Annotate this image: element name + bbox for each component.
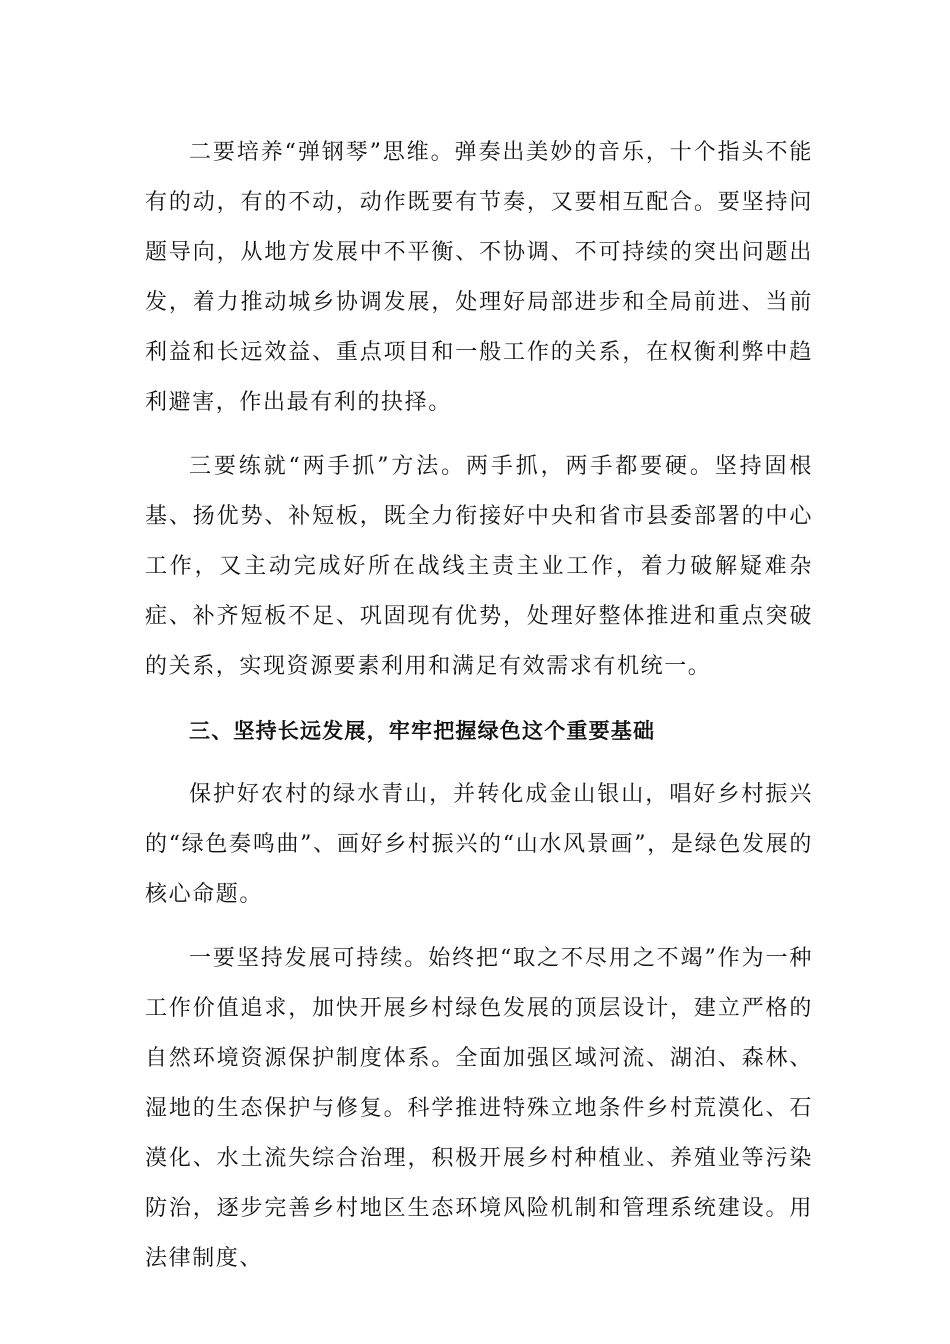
paragraph-two-hands-method: 三要练就“两手抓”方法。两手抓，两手都要硬。坚持固根基、扬优势、补短板，既全力衔接好中央和省市县委部署的中心工作，又主动完成好所在战线主责主业工作，着力破解疑难杂症、补齐短板不足、巩固现有优势，处理好整体推进和重点突破的关系，实现资源要素利用和满足有效需求有机统一。 — [145, 454, 813, 679]
paragraph-sustainable-development: 一要坚持发展可持续。始终把“取之不尽用之不竭”作为一种工作价值追求，加快开展乡村绿色发展的顶层设计，建立严格的自然环境资源保护制度体系。全面加强区域河流、湖泊、森林、湿地的生态保护与修复。科学推进特殊立地条件乡村荒漠化、石漠化、水土流失综合治理，积极开展乡村种植业、养殖业等污染防治，逐步完善乡村地区生态环境风险机制和管理系统建设。用法律制度、 — [145, 946, 813, 1271]
paragraph-piano-thinking: 二要培养“弹钢琴”思维。弹奏出美妙的音乐，十个指头不能有的动，有的不动，动作既要有节奏，又要相互配合。要坚持问题导向，从地方发展中不平衡、不协调、不可持续的突出问题出发，着力推动城乡协调发展，处理好局部进步和全局前进、当前利益和长远效益、重点项目和一般工作的关系，在权衡利弊中趋利避害，作出最有利的抉择。 — [145, 140, 813, 415]
section-heading: 三、坚持长远发展，牢牢把握绿色这个重要基础 — [189, 719, 656, 743]
paragraph-green-intro: 保护好农村的绿水青山，并转化成金山银山，唱好乡村振兴的“绿色奏鸣曲”、画好乡村振兴的“山水风景画”，是绿色发展的核心命题。 — [145, 782, 813, 907]
document-body — [145, 128, 813, 1298]
